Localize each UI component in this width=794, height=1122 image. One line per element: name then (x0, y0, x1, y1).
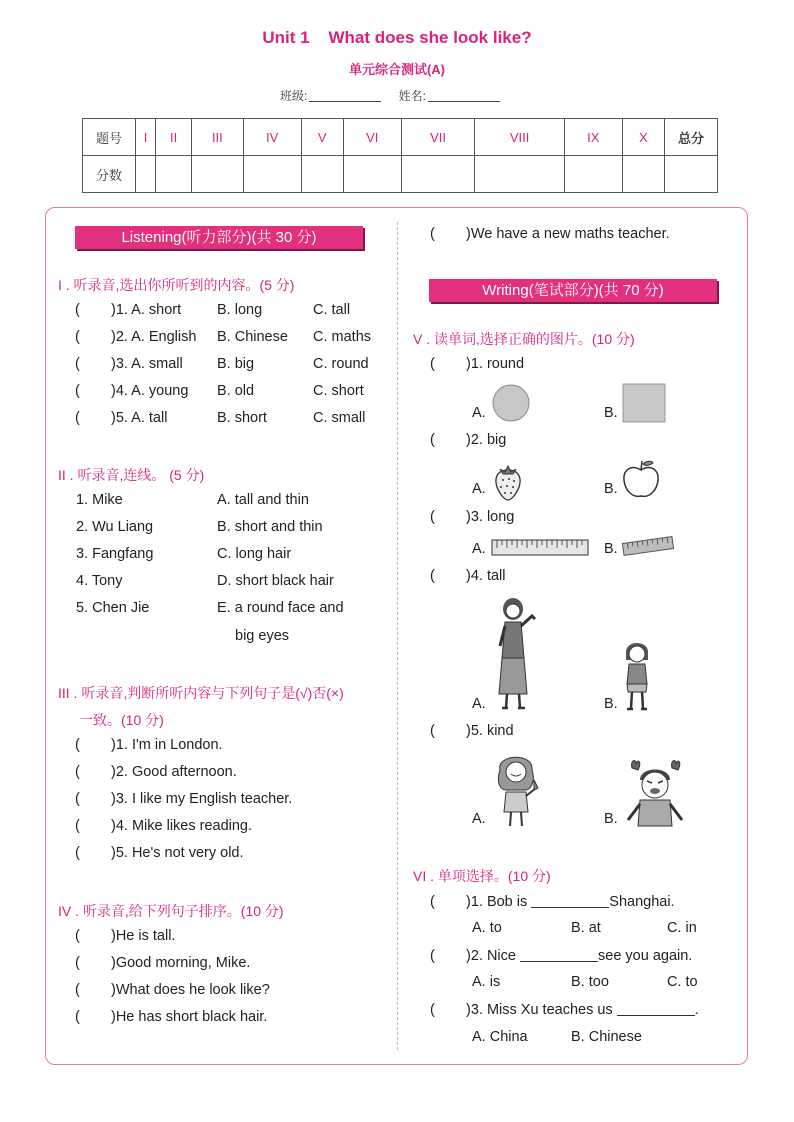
option-c: C. short (313, 383, 364, 399)
answer-paren[interactable]: ( (75, 329, 80, 345)
item-text: )5. He's not very old. (111, 845, 244, 861)
option-b[interactable]: B. (604, 405, 618, 421)
option-b: B. big (217, 356, 255, 372)
score-label: 分数 (83, 156, 136, 193)
part1-item (75, 329, 372, 345)
match-left-item[interactable]: 2. Wu Liang (76, 519, 154, 535)
answer-paren[interactable]: ( (430, 948, 435, 964)
circle-picture (491, 383, 531, 423)
answer-paren[interactable]: ( (430, 226, 435, 242)
class-blank[interactable] (309, 89, 381, 102)
answer-paren[interactable]: ( (75, 410, 80, 426)
score-table-score-row (83, 156, 718, 193)
answer-paren[interactable]: ( (430, 723, 435, 739)
option-b[interactable]: B. (604, 541, 618, 557)
match-right-item-cont: big eyes (235, 628, 290, 644)
name-blank[interactable] (428, 89, 500, 102)
option-a[interactable]: A. (472, 811, 486, 827)
option-b[interactable]: B. (604, 696, 618, 712)
strawberry-picture (491, 460, 525, 502)
fill-blank[interactable] (531, 893, 609, 908)
match-right-item[interactable]: C. long hair (217, 546, 292, 562)
part5-item (430, 568, 506, 584)
option-b[interactable]: B. Chinese (571, 1029, 642, 1045)
total-label: 总分 (665, 119, 718, 156)
item-text: )We have a new maths teacher. (466, 226, 670, 242)
item-text: )Good morning, Mike. (111, 955, 251, 971)
part3-title-cont: 一致。(10 分) (79, 712, 164, 728)
option-b: B. old (217, 383, 255, 399)
numeral-cell: VI (343, 119, 401, 156)
item-text: )1. I'm in London. (111, 737, 223, 753)
item-text: )2. big (466, 432, 507, 448)
class-label: 班级: (279, 89, 308, 103)
question-text-end: Shanghai. (609, 894, 675, 910)
answer-paren[interactable]: ( (75, 1009, 80, 1025)
part5-item (430, 509, 514, 525)
part6-q3 (430, 1001, 699, 1018)
answer-paren[interactable]: ( (430, 509, 435, 525)
score-cell[interactable] (343, 156, 401, 193)
part5-title: V . 读单词,选择正确的图片。(10 分) (413, 331, 635, 347)
numeral-cell: IX (564, 119, 622, 156)
column-divider (397, 222, 398, 1050)
part1-item (75, 356, 369, 372)
item-text: )3. I like my English teacher. (111, 791, 293, 807)
option-c: C. round (313, 356, 369, 372)
item-text: )2. A. English (111, 329, 197, 345)
score-cell[interactable] (564, 156, 622, 193)
score-cell[interactable] (136, 156, 156, 193)
part1-item (75, 302, 351, 318)
match-left-item[interactable]: 3. Fangfang (76, 546, 154, 562)
option-a[interactable]: A. (472, 541, 486, 557)
item-text: )4. Mike likes reading. (111, 818, 253, 834)
part4-item (430, 226, 670, 242)
fill-blank[interactable] (520, 947, 598, 962)
part4-item (75, 955, 250, 971)
score-cell[interactable] (622, 156, 664, 193)
part1-item (75, 383, 364, 399)
page-title: Unit 1 What does she look like? (262, 28, 532, 47)
part5-item (430, 356, 524, 372)
option-a[interactable]: A. China (472, 1029, 528, 1045)
option-a[interactable]: A. is (472, 974, 501, 990)
part6-q2 (430, 947, 692, 964)
match-right-item[interactable]: B. short and thin (217, 519, 323, 535)
answer-paren[interactable]: ( (75, 955, 80, 971)
question-text: )2. Nice (466, 948, 516, 964)
option-b: B. long (217, 302, 263, 318)
score-cell[interactable] (243, 156, 301, 193)
answer-paren[interactable]: ( (75, 302, 80, 318)
part4-title: IV . 听录音,给下列句子排序。(10 分) (58, 903, 284, 919)
item-text: )4. A. young (111, 383, 189, 399)
option-b[interactable]: B. (604, 481, 618, 497)
part6-q1 (430, 893, 675, 910)
part3-item (75, 791, 292, 807)
question-number-label: 题号 (83, 119, 136, 156)
listening-banner: Listening(听力部分)(共 30 分) (75, 226, 363, 249)
part3-item (75, 818, 252, 834)
long-ruler-picture (491, 538, 589, 558)
part3-title: III . 听录音,判断所听内容与下列句子是(√)否(×) (58, 685, 344, 701)
score-table (82, 118, 718, 193)
match-left-item[interactable]: 1. Mike (76, 492, 123, 508)
answer-paren[interactable]: ( (75, 737, 80, 753)
part1-title: I . 听录音,选出你所听到的内容。(5 分) (58, 277, 295, 293)
fill-blank[interactable] (617, 1001, 695, 1016)
item-text: )He has short black hair. (111, 1009, 268, 1025)
numeral-cell: VII (401, 119, 475, 156)
option-c[interactable]: C. in (667, 920, 697, 936)
angry-boy-picture (622, 758, 690, 830)
option-b: B. short (217, 410, 267, 426)
score-cell[interactable] (301, 156, 343, 193)
writing-banner: Writing(笔试部分)(共 70 分) (429, 279, 717, 302)
item-text: )3. long (466, 509, 515, 525)
part5-item (430, 723, 514, 739)
score-cell[interactable] (475, 156, 564, 193)
item-text: )1. A. short (111, 302, 182, 318)
item-text: )He is tall. (111, 928, 176, 944)
part4-item (75, 928, 175, 944)
match-left-item[interactable]: 4. Tony (76, 573, 123, 589)
name-label: 姓名: (398, 89, 427, 103)
kind-girl-picture (490, 750, 544, 830)
answer-paren[interactable]: ( (430, 356, 435, 372)
tall-woman-picture (490, 596, 540, 714)
part1-item (75, 410, 366, 426)
question-text-end: see you again. (598, 948, 693, 964)
part3-item (75, 764, 237, 780)
option-a[interactable]: A. (472, 481, 486, 497)
part5-item (430, 432, 506, 448)
question-text-end: . (694, 1002, 699, 1018)
part6-title: VI . 单项选择。(10 分) (413, 868, 551, 884)
item-text: )3. A. small (111, 356, 183, 372)
answer-paren[interactable]: ( (75, 383, 80, 399)
numeral-cell: II (156, 119, 192, 156)
match-right-item[interactable]: D. short black hair (217, 573, 334, 589)
numeral-cell: V (301, 119, 343, 156)
answer-paren[interactable]: ( (430, 894, 435, 910)
answer-paren[interactable]: ( (75, 928, 80, 944)
answer-paren[interactable]: ( (75, 764, 80, 780)
score-table-header-row (83, 119, 718, 156)
answer-paren[interactable]: ( (430, 568, 435, 584)
option-b[interactable]: B. (604, 811, 618, 827)
option-b[interactable]: B. too (571, 974, 609, 990)
option-c: C. tall (313, 302, 351, 318)
short-girl-picture (620, 638, 654, 714)
option-b: B. Chinese (217, 329, 288, 345)
option-b[interactable]: B. at (571, 920, 601, 936)
option-a[interactable]: A. (472, 405, 486, 421)
score-cell[interactable] (156, 156, 192, 193)
numeral-cell: VIII (475, 119, 564, 156)
option-c: C. small (313, 410, 366, 426)
item-text: )What does he look like? (111, 982, 270, 998)
answer-paren[interactable]: ( (75, 356, 80, 372)
page-subtitle: 单元综合测试(A) (348, 62, 446, 77)
question-text: )3. Miss Xu teaches us (466, 1002, 613, 1018)
part3-item (75, 737, 223, 753)
part4-item (75, 1009, 267, 1025)
square-picture (622, 383, 666, 423)
answer-paren[interactable]: ( (430, 432, 435, 448)
numeral-cell: III (192, 119, 244, 156)
short-ruler-picture (621, 534, 675, 558)
match-right-item[interactable]: E. a round face and (217, 600, 344, 616)
score-cell[interactable] (192, 156, 244, 193)
total-score-cell[interactable] (665, 156, 718, 193)
part2-title: II . 听录音,连线。 (5 分) (58, 467, 205, 483)
part3-item (75, 845, 244, 861)
answer-paren[interactable]: ( (75, 791, 80, 807)
part4-item (75, 982, 270, 998)
numeral-cell: IV (243, 119, 301, 156)
option-a[interactable]: A. to (472, 920, 502, 936)
question-text: )1. Bob is (466, 894, 528, 910)
answer-paren[interactable]: ( (75, 845, 80, 861)
item-text: )2. Good afternoon. (111, 764, 237, 780)
option-c: C. maths (313, 329, 372, 345)
answer-paren[interactable]: ( (430, 1002, 435, 1018)
option-a[interactable]: A. (472, 696, 486, 712)
answer-paren[interactable]: ( (75, 818, 80, 834)
item-text: )5. A. tall (111, 410, 168, 426)
numeral-cell: I (136, 119, 156, 156)
item-text: )4. tall (466, 568, 506, 584)
option-c[interactable]: C. to (667, 974, 698, 990)
numeral-cell: X (622, 119, 664, 156)
match-left-item[interactable]: 5. Chen Jie (76, 600, 150, 616)
item-text: )5. kind (466, 723, 514, 739)
item-text: )1. round (466, 356, 525, 372)
match-right-item[interactable]: A. tall and thin (217, 492, 309, 508)
apple-picture (621, 458, 661, 500)
score-cell[interactable] (401, 156, 475, 193)
answer-paren[interactable]: ( (75, 982, 80, 998)
student-info-line (0, 87, 794, 104)
